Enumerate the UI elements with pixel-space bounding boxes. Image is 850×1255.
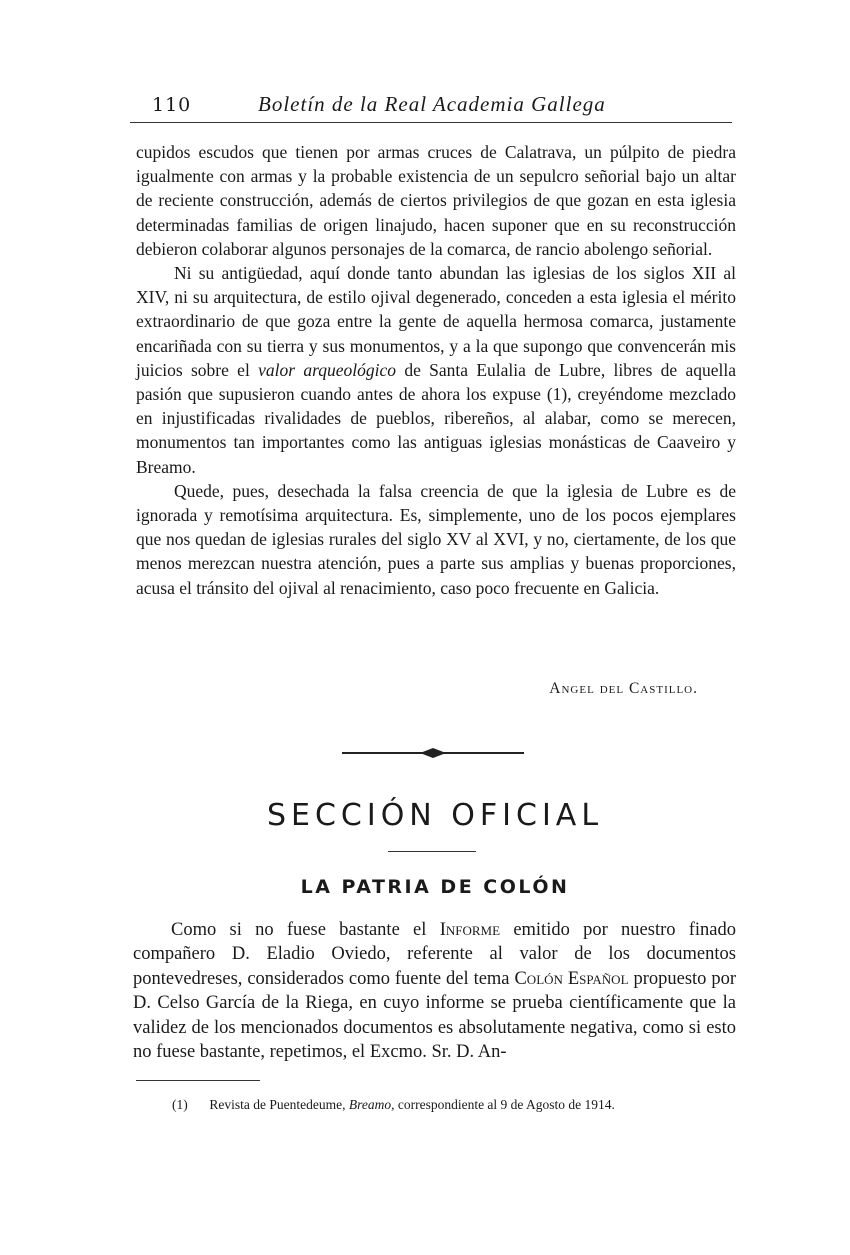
- colon-espanol-smallcaps: Colón Español: [514, 968, 629, 989]
- informe-smallcaps: Informe: [439, 920, 501, 940]
- section-title: SECCIÓN OFICIAL: [266, 798, 604, 833]
- article-title: LA PATRIA DE COLÓN: [300, 876, 570, 898]
- footnote: [136, 1096, 736, 1114]
- title-rule: [388, 851, 476, 852]
- footnote-marker: (1): [172, 1097, 188, 1112]
- paragraph-2-rest: de Santa Eulalia de Lubre, libres de aquella pasión que supusieron cuando antes de ahora los expuse (1), creyéndome mezclado en injustificadas rivalidades de pueblos, ribereños, al alabar, como se merecen, monumentos tan importantes como las antiguas iglesias monásticas de Caaveiro y Breamo.: [136, 359, 737, 477]
- ornamental-divider: [340, 738, 526, 768]
- article-paragraph: [133, 918, 736, 1064]
- article-text-3: propuesto por D. Celso García de la Riega, en cuyo informe se prueba científicamente que la validez de los mencionados documentos es absolutamente negativa, como si esto no fuese bastante, repetimos, el Excmo. Sr. D. An-: [133, 968, 737, 1063]
- footnote-text-after: correspondiente al 9 de Agosto de 1914.: [397, 1097, 615, 1112]
- article-text-1: Como si no fuese bastante el: [171, 920, 427, 940]
- running-header: [130, 88, 732, 123]
- article-body: [136, 140, 736, 600]
- article-text-2: emitido por nuestro finado compañero D. Eladio Oviedo, referente al valor de los documentos pontevedreses, considerados como fuente del tema: [133, 920, 737, 989]
- paragraph-2: [136, 261, 736, 479]
- paragraph-3: Quede, pues, desechada la falsa creencia de que la iglesia de Lubre es de ignorada y remotísima arquitectura. Es, simplemente, uno de los pocos ejemplares que nos quedan de iglesias rurales del siglo XV al XVI, y no, ciertamente, de los que menos merezcan nuestra atención, pues a parte sus amplias y buenas proporciones, acusa el tránsito del ojival al renacimiento, caso poco frecuente en Galicia.: [136, 480, 736, 598]
- author-signature: Angel del Castillo.: [549, 680, 698, 697]
- footnote-italic: Breamo,: [348, 1097, 395, 1112]
- page-number: 110: [152, 94, 192, 116]
- footnote-text-before: Revista de Puentedeume,: [209, 1097, 346, 1112]
- running-title: Boletín de la Real Academia Gallega: [258, 92, 606, 116]
- paragraph-1: cupidos escudos que tienen por armas cruces de Calatrava, un púlpito de piedra igualmente con armas y la probable existencia de un sepulcro señorial bajo un altar de reciente construcción, además de ciertos privilegios de que gozan en esta iglesia determinadas familias de origen linajudo, hacen suponer que en su reconstrucción debieron colaborar algunos personajes de la comarca, de rancio abolengo señorial.: [136, 142, 736, 259]
- paragraph-2-text: Ni su antigüedad, aquí donde tanto abundan las iglesias de los siglos XII al XIV, ni su arquitectura, de estilo ojival degenerado, conceden a esta iglesia el mérito extraordinario de que goza entre la gente de aquella hermosa comarca, justamente encariñada con su tierra y sus monumentos, y a la que supongo que convencerán mis juicios sobre el: [136, 263, 736, 380]
- footnote-rule: [136, 1080, 260, 1081]
- emphasis-valor-arqueologico: valor arqueológico: [258, 359, 397, 380]
